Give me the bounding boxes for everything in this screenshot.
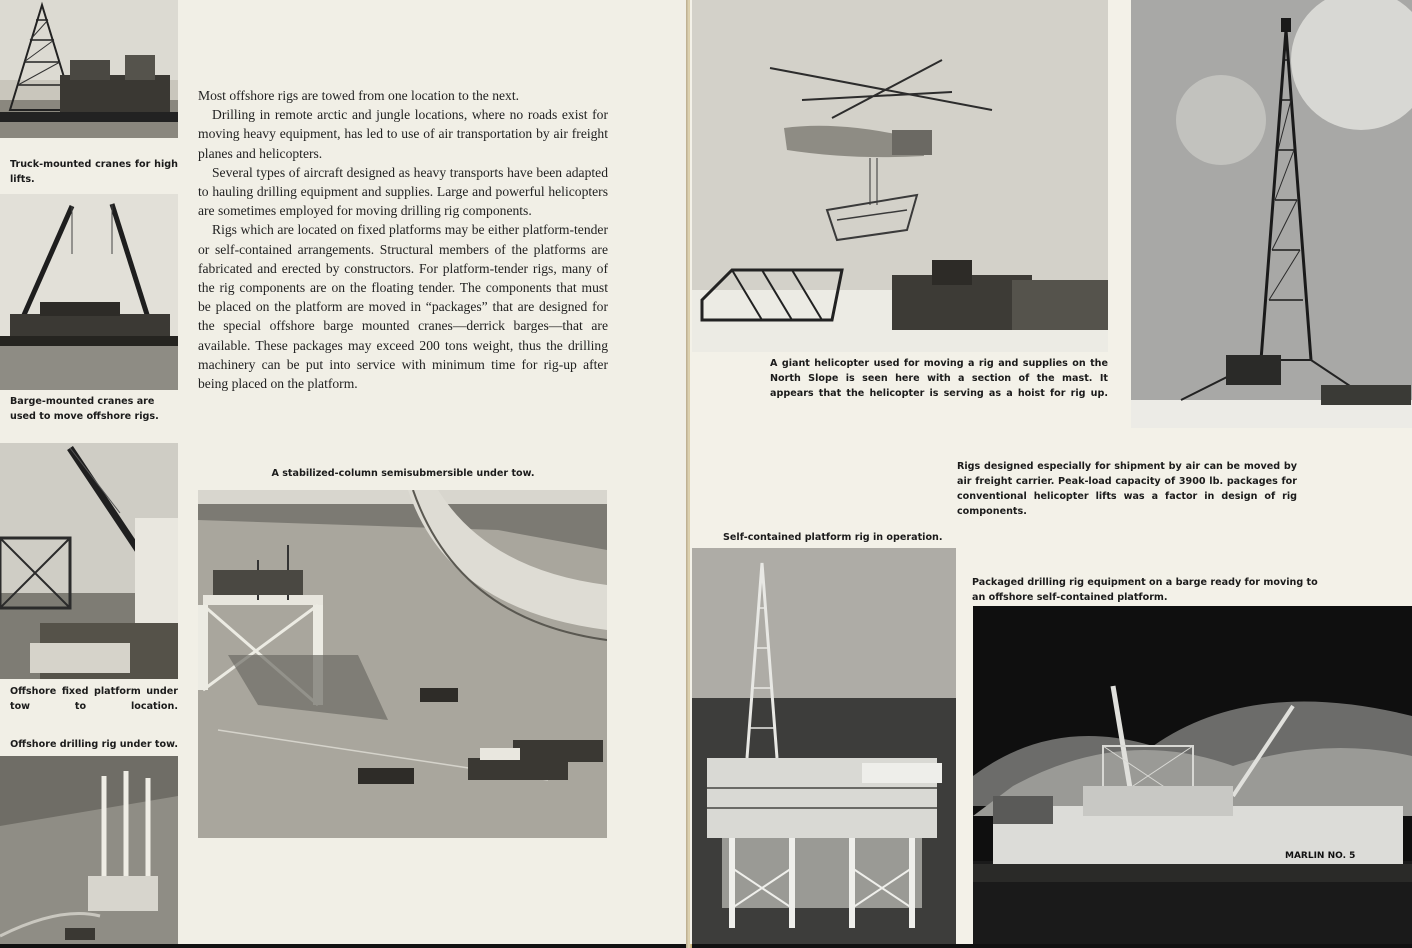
platform-rig-caption: Self-contained platform rig in operation. (723, 532, 943, 543)
semisubmersible-photo (198, 490, 607, 838)
rig-under-tow-caption: Offshore drilling rig under tow. (10, 739, 178, 750)
body-paragraph: Several types of aircraft designed as heavy transports have been adapted to hauling drilling equipment and supplies. Large and powerful helicopters are sometimes employed for moving drilling rig components. (198, 164, 608, 219)
helicopter-photo (692, 0, 1108, 352)
rig-under-tow-photo (0, 756, 178, 944)
barge-equipment-caption: Packaged drilling rig equipment on a barge ready for moving to an offshore self-contained platform. (972, 577, 1318, 603)
left-page (0, 0, 688, 944)
fixed-platform-photo (0, 443, 178, 679)
helicopter-caption: A giant helicopter used for moving a rig and supplies on the North Slope is seen here with a section of the mast. It appears that the helicopter is serving as a hoist for rig up. (770, 358, 1108, 399)
truck-crane-photo (0, 0, 178, 138)
body-paragraph: Most offshore rigs are towed from one location to the next. (198, 88, 520, 103)
body-text (198, 86, 608, 393)
platform-rig-photo (692, 548, 956, 944)
barge-cranes-caption: Barge-mounted cranes are used to move offshore rigs. (10, 396, 159, 422)
barge-name-label: MARLIN NO. 5 (1285, 851, 1356, 861)
body-paragraph: Rigs which are located on fixed platforms may be either platform-tender or self-contained arrangements. Structural members of the platforms are fabricated and erected by constructors. For platform-tender rigs, many of the rig components are on the floating tender. The components that must be placed on the platform are moved in “packages” that are designed for the special offshore barge mounted cranes—derrick barges—that are available. These packages may exceed 200 tons weight, thus the drilling machinery can be put into service with minimum time for rig-up after being placed on the platform. (198, 222, 608, 392)
right-page (690, 0, 1412, 944)
body-paragraph: Drilling in remote arctic and jungle locations, where no roads exist for moving heavy equipment, has led to use of air transportation by air freight planes and helicopters. (198, 107, 608, 161)
fixed-platform-caption: Offshore fixed platform under tow to location. (10, 686, 178, 712)
barge-crane-photo (0, 194, 178, 390)
semisubmersible-caption: A stabilized-column semisubmersible under tow. (271, 468, 535, 479)
air-rigs-caption: Rigs designed especially for shipment by air can be moved by air freight carrier. Peak-load capacity of 3900 lb. packages for conventional helicopter lifts was a factor in design of rig components. (957, 461, 1297, 517)
air-rig-photo (1131, 0, 1412, 428)
truck-cranes-caption: Truck-mounted cranes for high lifts. (10, 159, 178, 185)
barge-equipment-photo (973, 606, 1412, 944)
